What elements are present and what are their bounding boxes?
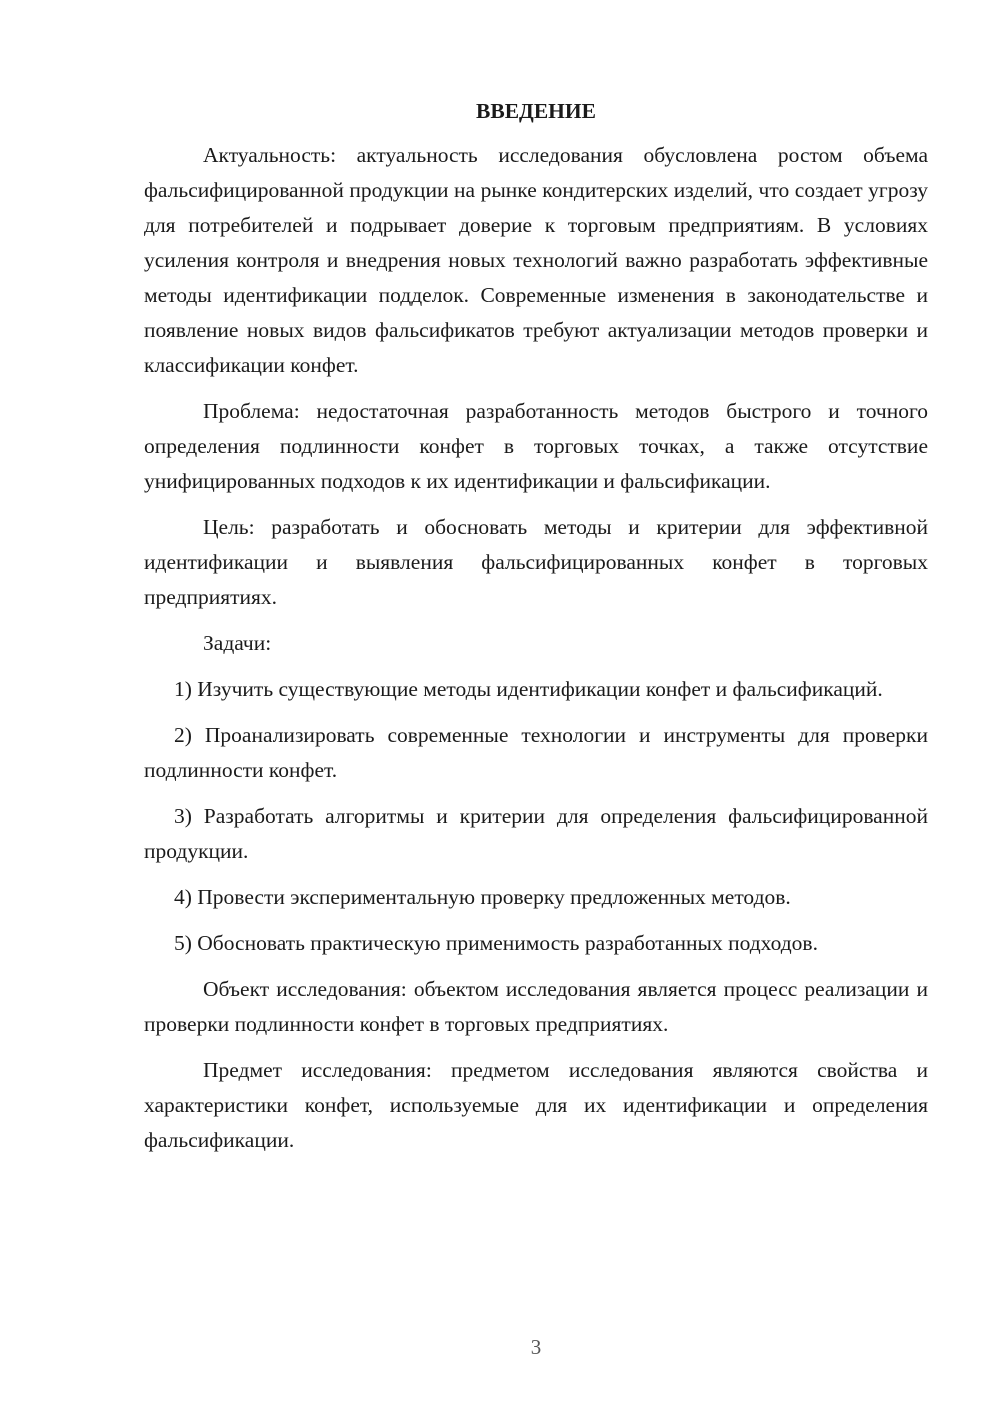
tasks-heading: Задачи: [203,631,272,655]
page-number: 3 [530,1335,542,1359]
paragraph-object: Объект исследования: объектом исследования является процесс реализации и проверки подлинности конфет в торговых предприятиях. [144,977,928,1036]
task-item-1: 1) Изучить существующие методы идентификации конфет и фальсификаций. [174,677,883,701]
paragraph-problem: Проблема: недостаточная разработанность методов быстрого и точного определения подлинности конфет в торговых точках, а также отсутствие унифицированных подходов к их идентификации и фальсификации. [144,399,928,493]
task-item-2: 2) Проанализировать современные технологии и инструменты для проверки подлинности конфет. [144,723,928,782]
task-item-4: 4) Провести экспериментальную проверку предложенных методов. [174,885,791,909]
paragraph-goal: Цель: разработать и обосновать методы и критерии для эффективной идентификации и выявления фальсифицированных конфет в торговых предприятиях. [144,515,928,609]
paragraph-subject: Предмет исследования: предметом исследования являются свойства и характеристики конфет, используемые для их идентификации и определения фальсификации. [144,1058,928,1152]
paragraph-relevance: Актуальность: актуальность исследования обусловлена ростом объема фальсифицированной продукции на рынке кондитерских изделий, что создает угрозу для потребителей и подрывает доверие к торговым предприятиям. В условиях усиления контроля и внедрения новых технологий важно разработать эффективные методы идентификации подделок. Современные изменения в законодательстве и появление новых видов фальсификатов требуют актуализации методов проверки и классификации конфет. [144,143,928,377]
task-item-5: 5) Обосновать практическую применимость разработанных подходов. [174,931,818,955]
document-page [144,96,928,1169]
task-item-3: 3) Разработать алгоритмы и критерии для определения фальсифицированной продукции. [144,804,928,863]
section-title: ВВЕДЕНИЕ [476,99,596,123]
